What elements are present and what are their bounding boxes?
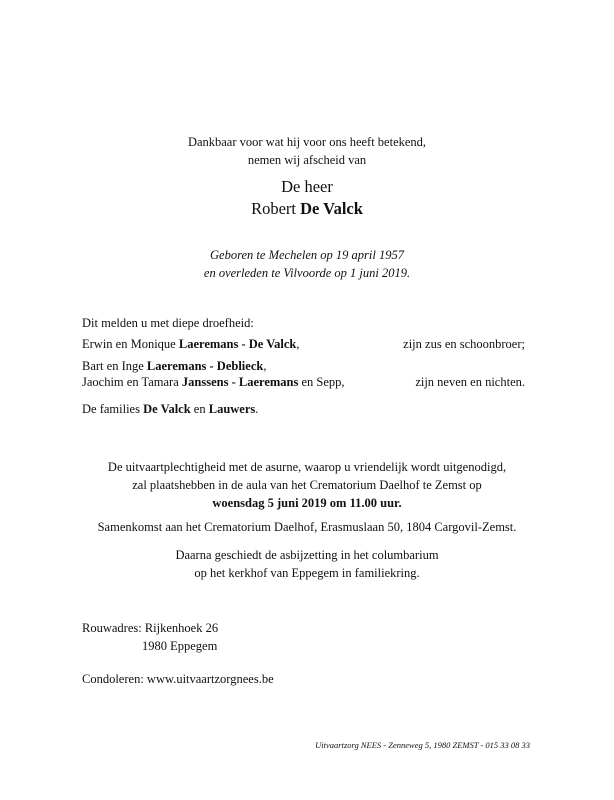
- family-row-4: [82, 400, 258, 418]
- condolences-block: [82, 670, 274, 688]
- family-row-2-prefix: Bart en Inge: [82, 359, 147, 373]
- ceremony-date-text: woensdag 5 juni 2019 om 11.00 uur.: [212, 496, 402, 510]
- announcement: Dit melden u met diepe droefheid:: [82, 316, 254, 330]
- family-row-4-surname-1: De Valck: [143, 402, 191, 416]
- ceremony-line-1: De uitvaartplechtigheid met de asurne, waarop u vriendelijk wordt uitgenodigd,: [107, 460, 507, 474]
- birth-death-info: [0, 246, 614, 282]
- funeral-home-footer: Uitvaartzorg NEES - Zenneweg 5, 1980 ZEMST - 015 33 08 33: [315, 740, 530, 750]
- family-row-2-surname: Laeremans - Deblieck: [146, 359, 264, 373]
- family-row-4-middle: en: [190, 402, 209, 416]
- gathering-info: Samenkomst aan het Crematorium Daelhof, Erasmuslaan 50, 1804 Cargovil-Zemst.: [97, 520, 517, 534]
- family-row-1-relation: zijn zus en schoonbroer;: [403, 337, 525, 351]
- ceremony-line-2: zal plaatshebben in de aula van het Crematorium Daelhof te Zemst op: [132, 478, 482, 492]
- deceased-name: [0, 176, 614, 220]
- family-row-4-surname-2: Lauwers: [208, 402, 256, 416]
- condolences-url: www.uitvaartzorgnees.be: [146, 672, 274, 686]
- condolences-label: Condoleren:: [82, 672, 144, 686]
- ceremony-info: [0, 458, 614, 512]
- address-block: [82, 619, 218, 655]
- deceased-last-name: De Valck: [300, 199, 363, 218]
- deceased-first-name: Robert: [251, 199, 296, 218]
- family-row-3-surname: Janssens - Laeremans: [181, 375, 299, 389]
- birth-line: Geboren te Mechelen op 19 april 1957: [210, 248, 404, 262]
- death-line: en overleden te Vilvoorde op 1 juni 2019.: [203, 266, 411, 280]
- family-row-4-prefix: De families: [82, 402, 144, 416]
- family-row-3-suffix: en Sepp,: [298, 375, 345, 389]
- family-row-4-suffix: .: [255, 402, 259, 416]
- deceased-full-name: [0, 198, 614, 220]
- family-row-3-relation: zijn neven en nichten.: [415, 375, 525, 389]
- address-line-1: [82, 619, 218, 637]
- intro-line-1: Dankbaar voor wat hij voor ons heeft betekend,: [187, 135, 427, 149]
- interment-line-1: Daarna geschiedt de asbijzetting in het columbarium: [175, 548, 439, 562]
- interment-line-2: op het kerkhof van Eppegem in familiekring.: [194, 566, 420, 580]
- address-city: 1980 Eppegem: [142, 639, 218, 653]
- family-row-1-prefix: Erwin en Monique: [82, 337, 179, 351]
- intro-line-2: nemen wij afscheid van: [247, 153, 367, 167]
- intro-text: [0, 133, 614, 169]
- interment-info: [0, 546, 614, 582]
- family-row-2-suffix: ,: [263, 359, 267, 373]
- address-street: Rijkenhoek 26: [144, 621, 219, 635]
- family-row-1-suffix: ,: [296, 337, 300, 351]
- family-row-1-surname: Laeremans - De Valck: [178, 337, 297, 351]
- address-label: Rouwadres:: [82, 621, 142, 635]
- family-row-3-prefix: Jaochim en Tamara: [82, 375, 182, 389]
- ceremony-date: [0, 494, 614, 512]
- deceased-title: De heer: [281, 177, 333, 196]
